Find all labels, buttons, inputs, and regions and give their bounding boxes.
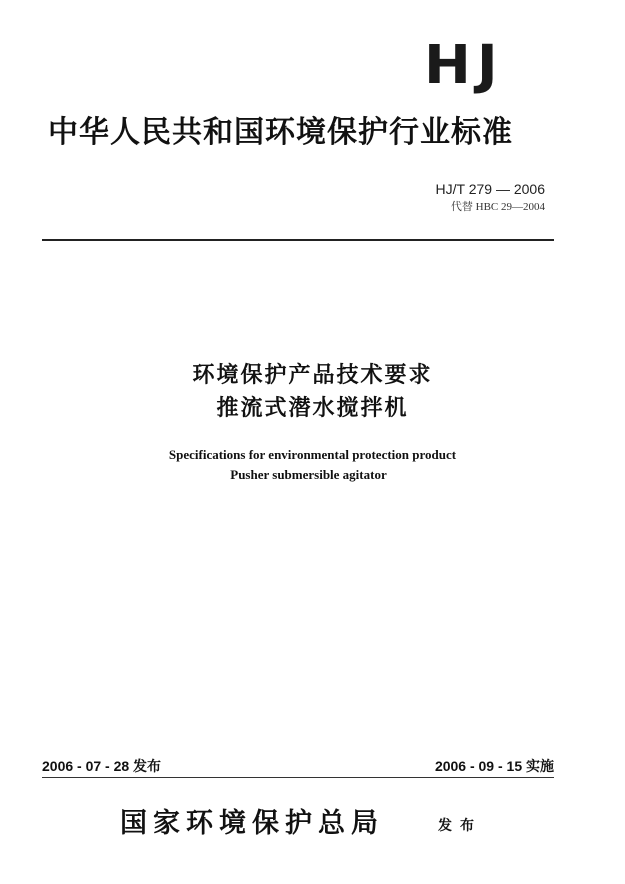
chinese-title-line2: 推流式潜水搅拌机 bbox=[216, 396, 409, 421]
hj-logo: HJ bbox=[424, 34, 504, 97]
issuing-authority: 国家环境保护总局 bbox=[120, 808, 384, 839]
bottom-divider bbox=[42, 777, 554, 778]
implementation-date: 2006 - 09 - 15 实施 bbox=[434, 758, 554, 774]
issue-date: 2006 - 07 - 28 发布 bbox=[42, 758, 162, 774]
standard-number: HJ/T 279 — 2006 bbox=[435, 181, 545, 197]
top-divider bbox=[42, 239, 554, 241]
issued-label: 发布 bbox=[438, 818, 482, 834]
industry-standard-title: 中华人民共和国环境保护行业标准 bbox=[48, 115, 513, 150]
chinese-title-line1: 环境保护产品技术要求 bbox=[192, 363, 433, 388]
english-title-line2: Pusher submersible agitator bbox=[230, 467, 387, 482]
replaces-standard: 代替 HBC 29—2004 bbox=[450, 201, 545, 213]
english-title-line1: Specifications for environmental protection product bbox=[168, 447, 457, 462]
